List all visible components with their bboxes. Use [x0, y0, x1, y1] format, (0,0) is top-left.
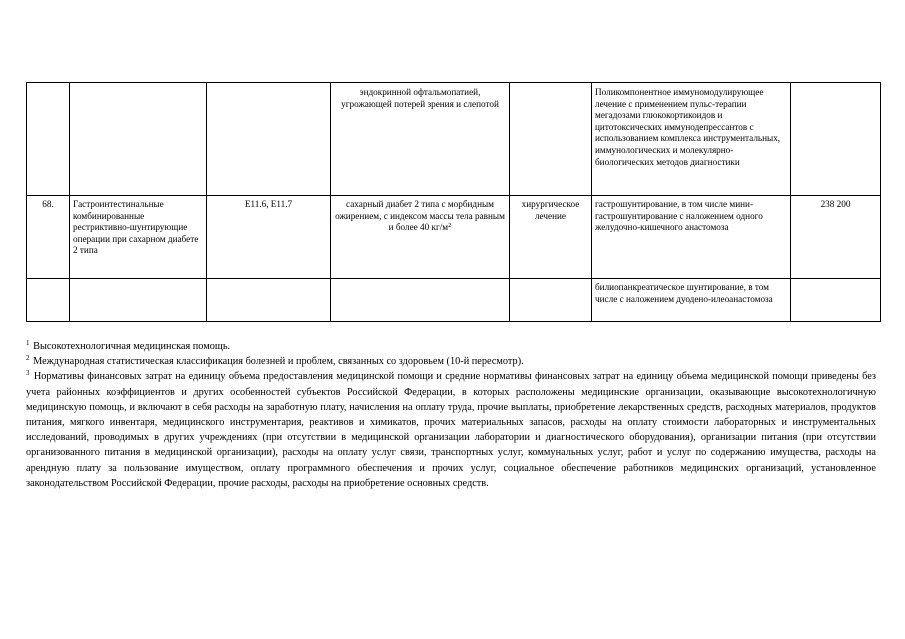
patient-model-text: сахарный диабет 2 типа с морбидным ожирением, с индексом массы тела равным и более 40 кг/м [335, 199, 505, 233]
footnote-3 [26, 369, 876, 491]
vmp-name [70, 83, 207, 196]
row-number [27, 279, 70, 322]
vmp-name: Гастроинтестинальные комбинированные рестриктивно-шунтирующие операции при сахарном диабете 2 типа [70, 196, 207, 279]
vmp-name [70, 279, 207, 322]
icd-code: E11.6, E11.7 [207, 196, 331, 279]
patient-model [331, 83, 510, 196]
footnote-text: Нормативы финансовых затрат на единицу объема предоставления медицинской помощи и средние нормативы финансовых затрат на единицу объема медицинской помощи приведены без учета районных коэффициентов и других особенностей субъектов Российской Федерации, в которых расположены медицинские организации, оказывающие высокотехнологичную медицинскую помощь, и включают в себя расходы на заработную плату, начисления на оплату труда, прочие выплаты, приобретение лекарственных средств, расходных материалов, продуктов питания, мягкого инвентаря, медицинского инструментария, реактивов и химикатов, прочих материальных запасов, расходы на оплату стоимости лабораторных и инструментальных исследований, проводимых в других учреждениях (при отсутствии в медицинской организации лаборатории и диагностического оборудования), организации питания (при отсутствии организованного питания в медицинской организации), расходы на оплату услуг связи, транспортных услуг, коммунальных услуг, работ и услуг по содержанию имущества, расходы на арендную плату за пользование имуществом, оплату программного обеспечения и прочих услуг, социальное обеспечение работников медицинских организаций, установленное законодательством Российской Федерации, прочие расходы, расходы на приобретение основных средств. [26, 371, 876, 489]
treatment-type [510, 279, 592, 322]
icd-code [207, 279, 331, 322]
icd-code [207, 83, 331, 196]
footnote-2 [26, 354, 876, 369]
treatment-type: хирургическое лечение [510, 196, 592, 279]
treatment-type [510, 83, 592, 196]
cost-norm [791, 83, 881, 196]
treatment-method: Поликомпонентное иммуномодулирующее лечение с применением пульс-терапии мегадозами глюкокортикоидов и цитотоксических иммунодепрессантов с использованием комплекса инструментальных, иммунологических и молекулярно-биологических методов диагностики [592, 83, 791, 196]
vmp-table [26, 82, 881, 322]
treatment-method: гастрошунтирование, в том числе мини-гастрошунтирование с наложением одного желудочно-кишечного анастомоза [592, 196, 791, 279]
footnotes [26, 339, 876, 491]
treatment-method: билиопанкреатическое шунтирование, в том числе с наложением дуодено-илеоанастомоза [592, 279, 791, 322]
patient-model [331, 196, 510, 279]
row-number [27, 83, 70, 196]
footnote-mark: 2 [26, 354, 30, 363]
footnote-1 [26, 339, 876, 354]
table-row [27, 279, 881, 322]
footnote-text: Международная статистическая классификация болезней и проблем, связанных со здоровьем (10-й пересмотр). [33, 356, 524, 368]
footnote-text: Высокотехнологичная медицинская помощь. [33, 341, 231, 352]
table-row [27, 196, 881, 279]
table-row [27, 83, 881, 196]
cost-norm [791, 279, 881, 322]
footnote-mark: 3 [26, 369, 30, 378]
patient-model [331, 279, 510, 322]
cost-norm: 238 200 [791, 196, 881, 279]
superscript-mark: 2 [448, 222, 452, 230]
patient-model-text: эндокринной офтальмопатией, угрожающей потерей зрения и слепотой [341, 87, 499, 109]
row-number: 68. [27, 196, 70, 279]
footnote-mark: 1 [26, 339, 30, 347]
